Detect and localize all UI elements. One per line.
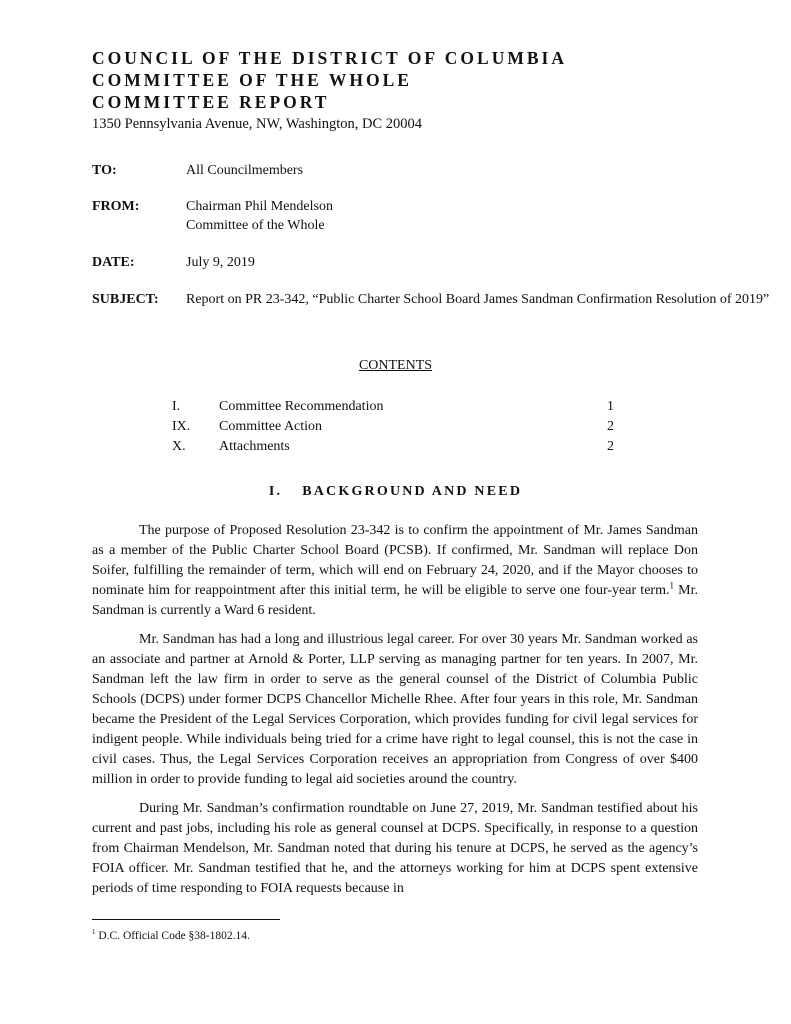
memo-to-label: TO: <box>92 163 117 178</box>
table-of-contents <box>172 397 614 457</box>
org-name-line-1: COUNCIL OF THE DISTRICT OF COLUMBIA <box>92 48 567 68</box>
footnote <box>92 928 250 942</box>
contents-title: CONTENTS <box>358 358 433 373</box>
toc-entry-page: 1 <box>607 399 614 414</box>
footnote-mark: 1 <box>92 928 96 936</box>
paragraph-3: During Mr. Sandman’s confirmation roundtable on June 27, 2019, Mr. Sandman testified about his current and past jobs, including his role as general counsel at DCPS. Specifically, in response to a question from Chairman Mendelson, Mr. Sandman noted that during his tenure at DCPS, he served as the agency’s FOIA officer. Mr. Sandman testified that he, and the attorneys working for him at DCPS spent extensive periods of time responding to FOIA requests because in <box>92 801 698 896</box>
memo-from-name: Chairman Phil Mendelson <box>186 199 333 214</box>
toc-entry-page: 2 <box>607 419 614 434</box>
footnote-divider <box>92 919 280 920</box>
toc-entry-leader <box>219 417 598 436</box>
paragraph-1 <box>92 521 698 621</box>
footnote-text: D.C. Official Code §38-1802.14. <box>95 929 250 942</box>
toc-entry-page: 2 <box>607 439 614 454</box>
toc-entry-number: X. <box>172 439 186 454</box>
toc-entry-label: Committee Action <box>219 419 323 434</box>
toc-entry[interactable] <box>172 397 614 417</box>
toc-entry-leader <box>219 397 598 416</box>
toc-entry-label: Committee Recommendation <box>219 399 384 414</box>
memo-date-label: DATE: <box>92 255 135 270</box>
paragraph-1-tail: Mr. Sandman is currently a Ward 6 resident. <box>92 583 698 618</box>
toc-entry[interactable] <box>172 417 614 437</box>
letterhead <box>92 47 567 134</box>
toc-entry-leader <box>219 437 598 456</box>
org-name-line-2: COMMITTEE OF THE WHOLE <box>92 70 412 90</box>
memo-from-committee: Committee of the Whole <box>186 218 325 233</box>
memo-from-label: FROM: <box>92 199 140 214</box>
section-heading <box>0 484 791 500</box>
toc-entry-label: Attachments <box>219 439 290 454</box>
address: 1350 Pennsylvania Avenue, NW, Washington, DC 20004 <box>92 116 423 132</box>
toc-entry-number: I. <box>172 399 181 414</box>
toc-entry-number: IX. <box>172 419 191 434</box>
footnote-reference[interactable]: 1 <box>669 580 674 591</box>
paragraph-1-text: The purpose of Proposed Resolution 23-342 is to confirm the appointment of Mr. James Sandman as a member of the Public Charter School Board (PCSB). If confirmed, Mr. Sandman will replace Don Soifer, fulfilling the remainder of term, which will end on February 24, 2020, and if the Mayor chooses to nominate him for reappointment after this initial term, he will be eligible to serve one four-year term. <box>92 523 698 598</box>
memo-subject-label: SUBJECT: <box>92 292 159 307</box>
memo-date-value: July 9, 2019 <box>186 255 255 270</box>
toc-entry[interactable] <box>172 437 614 457</box>
section-number: I. <box>268 484 283 499</box>
section-title: BACKGROUND AND NEED <box>302 484 523 499</box>
memo-from-value <box>186 197 791 235</box>
memo-subject-value: Report on PR 23-342, “Public Charter School Board James Sandman Confirmation Resolution of 2019” <box>186 292 770 307</box>
memo-to-value: All Councilmembers <box>186 163 304 178</box>
paragraph-2: Mr. Sandman has had a long and illustrious legal career. For over 30 years Mr. Sandman worked as an associate and partner at Arnold & Porter, LLP serving as managing partner for ten years. In 2007, Mr. Sandman left the law firm in order to serve as the general counsel of the District of Columbia Public Schools (DCPS) under former DCPS Chancellor Michelle Rhee. After four years in this role, Mr. Sandman became the President of the Legal Services Corporation, which provides funding for civil legal services for indigent people. While individuals being tried for a crime have right to legal counsel, this is not the case in civil cases. Thus, the Legal Services Corporation receives an appropriation from Congress of over $400 million in order to provide funding to legal aid societies around the country. <box>92 632 698 787</box>
report-type-line: COMMITTEE REPORT <box>92 92 330 112</box>
